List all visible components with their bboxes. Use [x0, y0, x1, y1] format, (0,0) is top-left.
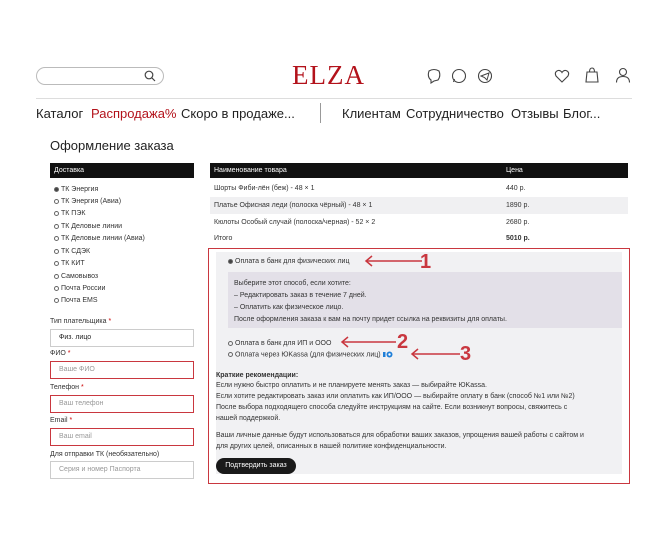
payment-info-box — [228, 272, 622, 328]
confirm-order-button[interactable]: Подтвердить заказ — [216, 458, 296, 474]
payer-type-label: Тип плательщика * — [50, 318, 112, 325]
header-divider — [36, 98, 632, 99]
arrow-left-icon — [364, 255, 424, 267]
telegram-icon[interactable] — [477, 68, 493, 84]
heart-icon[interactable] — [554, 68, 570, 84]
recommendation-line: После выбора подходящего способа следуйте инструкциям на сайте. Если возникнут вопросы, свяжитесь с — [216, 404, 568, 411]
payment-option-bank-company[interactable]: Оплата в банк для ИП и ООО — [228, 340, 331, 347]
passport-label: Для отправки ТК (необязательно) — [50, 451, 160, 458]
delivery-option[interactable]: ТК СДЭК — [54, 248, 90, 255]
arrow-left-icon — [410, 348, 462, 360]
search-icon[interactable] — [144, 70, 156, 82]
total-row: Итого 5010 р. — [214, 235, 530, 242]
payer-type-select[interactable]: Физ. лицо — [50, 329, 194, 347]
arrow-left-icon — [340, 336, 398, 348]
delivery-option[interactable]: Почта России — [54, 285, 105, 292]
name-field[interactable]: Ваше ФИО — [50, 361, 194, 379]
order-table-header: Наименование товара Цена — [210, 163, 628, 178]
email-label: Email * — [50, 417, 73, 424]
nav-clients[interactable]: Клиентам — [342, 106, 401, 121]
bag-icon[interactable] — [584, 67, 600, 83]
recommendation-line: Если нужно быстро оплатить и не планируете менять заказ — выбирайте ЮKassa. — [216, 382, 487, 389]
delivery-heading: Доставка — [50, 163, 194, 178]
table-row: Платье Офисная леди (полоска чёрный) - 48 × 1 1890 р. — [210, 197, 628, 214]
info-line: После оформления заказа к вам на почту придет ссылка на реквизиты для оплаты. — [234, 316, 507, 323]
delivery-option[interactable]: ТК Энергия — [54, 186, 98, 193]
yookassa-icon — [383, 351, 393, 358]
delivery-option[interactable]: ТК Деловые линии — [54, 223, 122, 230]
recommendation-line: Если хотите редактировать заказ или оплатить как ИП/ООО — выбирайте оплату в банк (способ №1 или №2) — [216, 393, 575, 400]
annotation-number: 1 — [420, 251, 432, 273]
info-line: Выберите этот способ, если хотите: — [234, 280, 351, 287]
annotation-number: 2 — [397, 331, 409, 353]
recommendations-title: Краткие рекомендации: — [216, 372, 299, 379]
nav-reviews[interactable]: Отзывы — [511, 106, 559, 121]
info-line: – Редактировать заказ в течение 7 дней. — [234, 292, 367, 299]
nav-separator — [320, 103, 321, 123]
delivery-option[interactable]: Почта EMS — [54, 297, 98, 304]
viber-icon[interactable] — [426, 68, 442, 84]
name-label: ФИО * — [50, 350, 71, 357]
payment-option-bank-individual[interactable]: Оплата в банк для физических лиц — [228, 258, 349, 265]
annotation-number: 3 — [460, 343, 472, 365]
phone-field[interactable]: Ваш телефон — [50, 395, 194, 413]
privacy-line: для других целей, описанных в нашей политике конфиденциальности. — [216, 443, 447, 450]
nav-blog[interactable]: Блог... — [563, 106, 601, 121]
recommendation-line: нашей поддержкой. — [216, 415, 281, 422]
delivery-option[interactable]: ТК ПЭК — [54, 210, 85, 217]
delivery-option[interactable]: ТК КИТ — [54, 260, 85, 267]
payment-option-yookassa[interactable]: Оплата через ЮKassa (для физических лиц) — [228, 351, 393, 358]
nav-sale[interactable]: Распродажа% — [91, 106, 177, 121]
nav-coming-soon[interactable]: Скоро в продаже... — [181, 106, 295, 121]
phone-label: Телефон * — [50, 384, 84, 391]
table-row: Кюлоты Особый случай (полоска/черная) - 52 × 2 2680 р. — [214, 219, 530, 226]
user-icon[interactable] — [615, 67, 631, 83]
nav-cooperation[interactable]: Сотрудничество — [406, 106, 504, 121]
passport-field[interactable]: Серия и номер Паспорта — [50, 461, 194, 479]
privacy-line: Ваши личные данные будут использоваться для обработки ваших заказов, упрощения вашей работы с сайтом и — [216, 432, 584, 439]
email-field[interactable]: Ваш email — [50, 428, 194, 446]
site-logo[interactable]: ELZA — [292, 60, 365, 90]
whatsapp-icon[interactable] — [451, 68, 467, 84]
table-row: Шорты Фиби-лён (беж) - 48 × 1 440 р. — [214, 185, 526, 192]
delivery-option[interactable]: ТК Деловые линии (Авиа) — [54, 235, 145, 242]
delivery-option[interactable]: ТК Энергия (Авиа) — [54, 198, 121, 205]
nav-catalog[interactable]: Каталог — [36, 106, 84, 121]
page-title: Оформление заказа — [50, 138, 174, 153]
delivery-option[interactable]: Самовывоз — [54, 273, 98, 280]
info-line: – Оплатить как физическое лицо. — [234, 304, 344, 311]
